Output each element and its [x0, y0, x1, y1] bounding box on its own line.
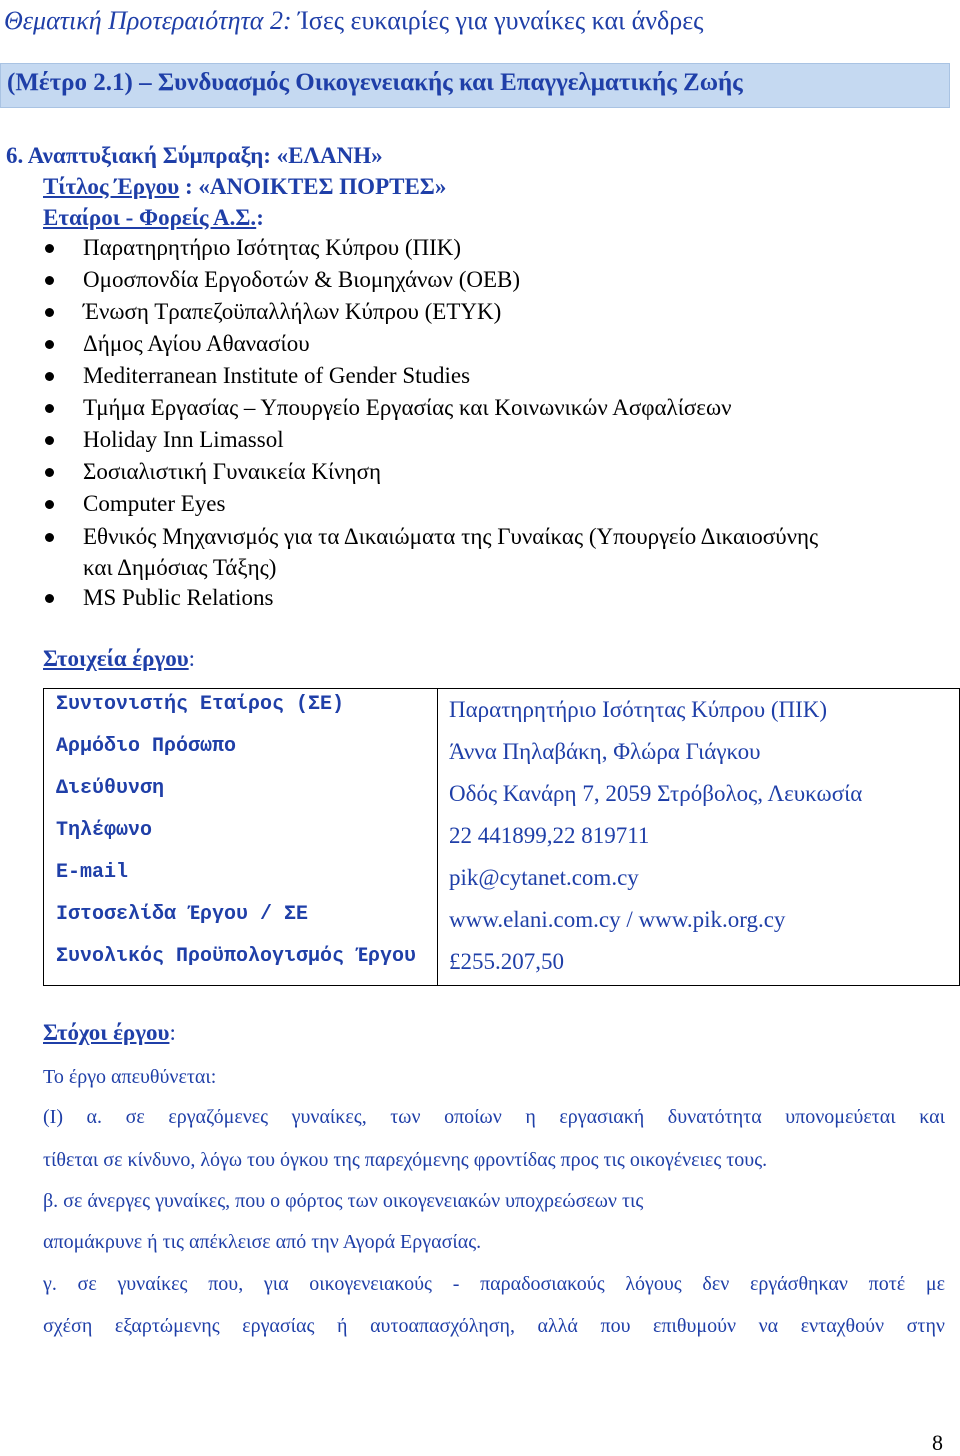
list-item: Δήμος Αγίου Αθανασίου — [83, 331, 310, 356]
row-value: Οδός Κανάρη 7, 2059 Στρόβολος, Λευκωσία — [449, 781, 863, 806]
bullet-icon — [45, 308, 54, 317]
details-heading — [43, 646, 195, 672]
word: των — [390, 1106, 421, 1128]
bullet-icon — [45, 340, 54, 349]
word: α. — [86, 1106, 103, 1128]
word: γ. — [43, 1273, 57, 1295]
word: να — [758, 1315, 779, 1337]
list-item: Παρατηρητήριο Ισότητας Κύπρου (ΠΙΚ) — [83, 235, 462, 260]
bullet-icon — [45, 404, 54, 413]
row-key: Συνολικός Προϋπολογισμός Έργου — [56, 945, 417, 968]
goals-line: απομάκρυνε ή τις απέκλεισε από την Αγορά Εργασίας. — [43, 1231, 482, 1253]
goals-line: τίθεται σε κίνδυνο, λόγω του όγκου της παρεχόμενης φροντίδας προς τις οικογένειες τους. — [43, 1149, 768, 1171]
justified-text — [43, 1106, 945, 1129]
word: ποτέ — [868, 1273, 906, 1295]
list-item: Εθνικός Μηχανισμός για τα Δικαιώματα της Γυναίκας (Υπουργείο Δικαιοσύνης — [83, 524, 819, 549]
row-value: www.elani.com.cy / www.pik.org.cy — [449, 907, 786, 932]
justified-text — [43, 1273, 945, 1296]
word: ενταχθούν — [800, 1315, 885, 1337]
goals-line — [43, 1315, 945, 1338]
priority-label: Θεματική Προτεραιότητα 2: — [4, 6, 292, 35]
word: εργάσθηκαν — [749, 1273, 848, 1295]
word: επιθυμούν — [653, 1315, 737, 1337]
word: αυτοαπασχόληση, — [370, 1315, 515, 1337]
partners-colon: : — [256, 205, 264, 230]
word: που, — [208, 1273, 244, 1295]
word: εργαζόμενες — [168, 1106, 269, 1128]
list-item: Holiday Inn Limassol — [83, 427, 284, 452]
bullet-icon — [45, 500, 54, 509]
justified-text — [43, 1315, 945, 1338]
details-heading-label: Στοιχεία έργου — [43, 646, 189, 671]
row-value: 22 441899,22 819711 — [449, 823, 650, 848]
word: ή — [337, 1315, 348, 1337]
goals-heading-colon: : — [169, 1020, 176, 1045]
list-item: Ομοσπονδία Εργοδοτών & Βιομηχάνων (ΟΕΒ) — [83, 267, 521, 292]
thematic-priority — [4, 6, 703, 36]
list-item: Computer Eyes — [83, 491, 226, 516]
bullet-icon — [45, 372, 54, 381]
table-key-column — [44, 689, 438, 986]
project-details-table — [43, 688, 960, 986]
project-title-line — [43, 174, 446, 200]
word: σχέση — [43, 1315, 93, 1337]
partners-label: Εταίροι - Φορείς Α.Σ. — [43, 205, 257, 230]
partners-heading — [43, 205, 264, 231]
goals-intro: Το έργο απευθύνεται: — [43, 1066, 217, 1088]
word: λόγους — [625, 1273, 682, 1295]
measure-banner — [0, 63, 950, 108]
word: η — [525, 1106, 536, 1128]
row-value: £255.207,50 — [449, 949, 564, 974]
word: σε — [77, 1273, 97, 1295]
word: και — [919, 1106, 945, 1128]
word: γυναίκες, — [291, 1106, 367, 1128]
list-item-continuation: και Δημόσιας Τάξης) — [83, 555, 277, 580]
project-number-line: 6. Αναπτυξιακή Σύμπραξη: «ΕΛΑΝΗ» — [6, 143, 383, 168]
row-key: Ιστοσελίδα Έργου / ΣΕ — [56, 903, 309, 926]
word: που — [600, 1315, 631, 1337]
row-key: Συντονιστής Εταίρος (ΣΕ) — [56, 693, 345, 716]
measure-title: (Μέτρο 2.1) – Συνδυασμός Οικογενειακής και Επαγγελματικής Ζωής — [7, 69, 743, 96]
goals-heading-label: Στόχοι έργου — [43, 1020, 170, 1045]
bullet-icon — [45, 276, 54, 285]
word: αλλά — [537, 1315, 578, 1337]
project-title-value: : «ΑΝΟΙΚΤΕΣ ΠΟΡΤΕΣ» — [184, 174, 447, 199]
word: οποίων — [444, 1106, 502, 1128]
word: υπονομεύεται — [785, 1106, 896, 1128]
word: γυναίκες — [117, 1273, 188, 1295]
word: παραδοσιακούς — [480, 1273, 605, 1295]
row-key: Διεύθυνση — [56, 777, 165, 800]
goals-line: β. σε άνεργες γυναίκες, που ο φόρτος των οικογενειακών υποχρεώσεων τις — [43, 1190, 644, 1212]
priority-value: Ίσες ευκαιρίες για γυναίκες και άνδρες — [298, 6, 704, 35]
word: για — [263, 1273, 289, 1295]
details-heading-colon: : — [188, 646, 196, 671]
list-item: Mediterranean Institute of Gender Studies — [83, 363, 471, 388]
list-item: Σοσιαλιστική Γυναικεία Κίνηση — [83, 459, 381, 484]
list-item: MS Public Relations — [83, 585, 274, 610]
row-value: pik@cytanet.com.cy — [449, 865, 639, 890]
goals-heading — [43, 1020, 176, 1046]
word: οικογενειακούς — [309, 1273, 432, 1295]
word: στην — [906, 1315, 945, 1337]
word: - — [452, 1273, 460, 1295]
word: δεν — [702, 1273, 730, 1295]
bullet-icon — [45, 436, 54, 445]
bullet-icon — [45, 533, 54, 542]
goals-line — [43, 1273, 945, 1296]
bullet-icon — [45, 468, 54, 477]
row-value: Παρατηρητήριο Ισότητας Κύπρου (ΠΙΚ) — [449, 697, 828, 722]
row-value: Άννα Πηλαβάκη, Φλώρα Γιάγκου — [449, 739, 761, 764]
word: σε — [125, 1106, 145, 1128]
word: εξαρτώμενης — [114, 1315, 220, 1337]
page-number: 8 — [932, 1430, 943, 1455]
project-title-label: Τίτλος Έργου — [43, 174, 180, 199]
word: με — [925, 1273, 945, 1295]
word: (Ι) — [43, 1106, 63, 1128]
word: δυνατότητα — [667, 1106, 762, 1128]
list-item: Τμήμα Εργασίας – Υπουργείο Εργασίας και Κοινωνικών Ασφαλίσεων — [83, 395, 732, 420]
row-key: Αρμόδιο Πρόσωπο — [56, 735, 237, 758]
word: εργασίας — [242, 1315, 315, 1337]
goals-line — [43, 1106, 945, 1129]
row-key: E-mail — [56, 861, 129, 884]
row-key: Τηλέφωνο — [56, 819, 153, 842]
bullet-icon — [45, 594, 54, 603]
bullet-icon — [45, 244, 54, 253]
table-value-column — [438, 689, 960, 986]
list-item: Ένωση Τραπεζοϋπαλλήλων Κύπρου (ΕΤΥΚ) — [83, 299, 502, 324]
word: εργασιακή — [559, 1106, 645, 1128]
table-row — [44, 689, 960, 986]
